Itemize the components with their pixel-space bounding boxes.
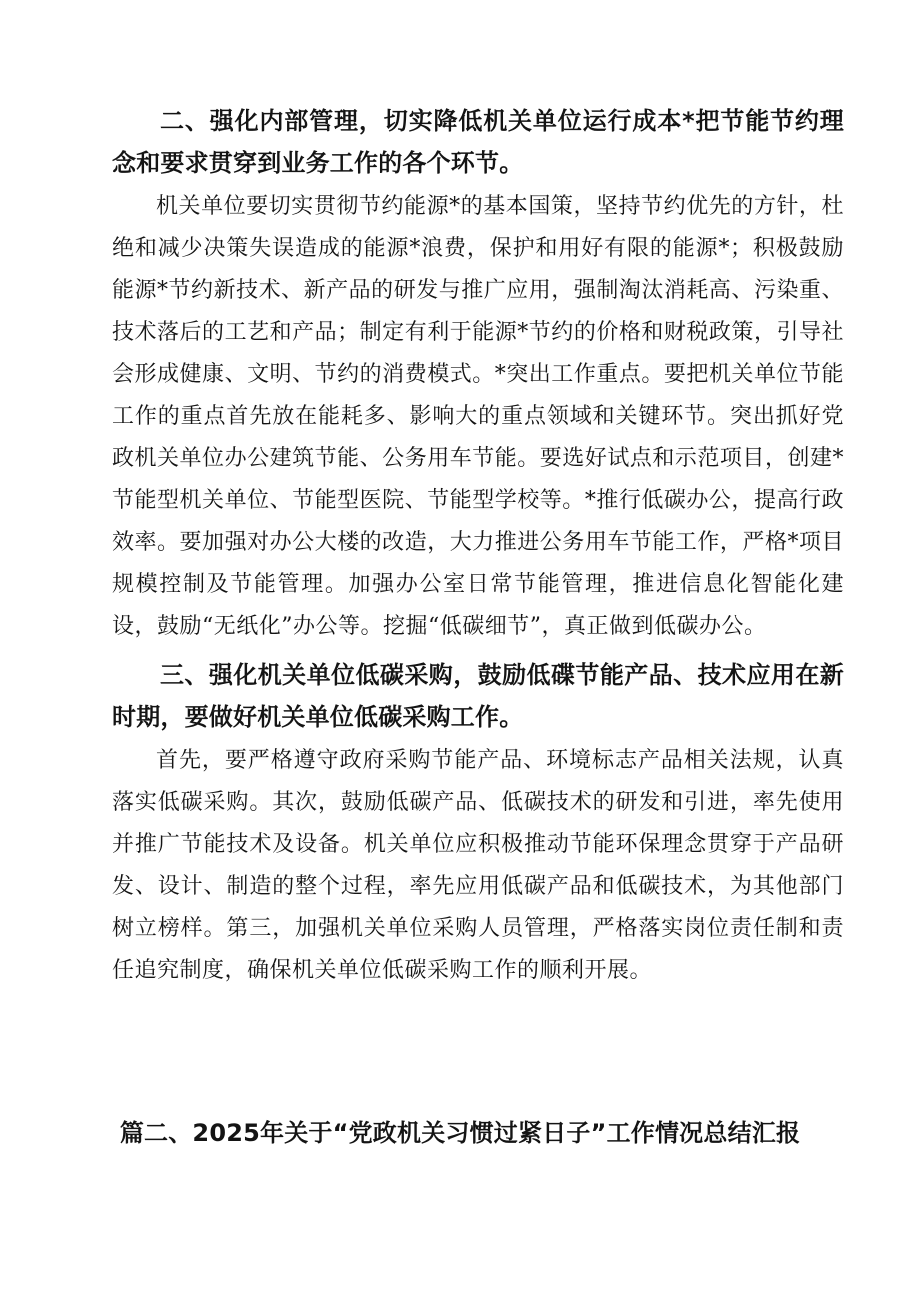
section-heading-3: 三、强化机关单位低碳采购，鼓励低碟节能产品、技术应用在新时期，要做好机关单位低碳采购工作。 [112,661,844,731]
section-paragraph-3: 首先，要严格遵守政府采购节能产品、环境标志产品相关法规，认真落实低碳采购。其次，鼓励低碳产品、低碳技术的研发和引进，率先使用并推广节能技术及设备。机关单位应积极推动节能环保理念贯穿于产品研发、设计、制造的整个过程，率先应用低碳产品和低碳技术，为其他部门树立榜样。第三，加强机关单位采购人员管理，严格落实岗位责任制和责任追究制度，确保机关单位低碳采购工作的顺利开展。 [112,748,844,983]
section-heading-2: 二、强化内部管理，切实降低机关单位运行成本*把节能节约理念和要求贯穿到业务工作的各个环节。 [112,107,844,177]
section-paragraph-2: 机关单位要切实贯彻节约能源*的基本国策，坚持节约优先的方针，杜绝和减少决策失误造成的能源*浪费，保护和用好有限的能源*；积极鼓励能源*节约新技术、新产品的研发与推广应用，强制淘汰消耗高、污染重、技术落后的工艺和产品；制定有利于能源*节约的价格和财税政策，引导社会形成健康、文明、节约的消费模式。*突出工作重点。要把机关单位节能工作的重点首先放在能耗多、影响大的重点领域和关键环节。突出抓好党政机关单位办公建筑节能、公务用车节能。要选好试点和示范项目，创建*节能型机关单位、节能型医院、节能型学校等。*推行低碳办公，提高行政效率。要加强对办公大楼的改造，大力推进公务用车节能工作，严格*项目规模控制及节能管理。加强办公室日常节能管理，推进信息化智能化建设，鼓励“无纸化”办公等。挖掘“低碳细节”，真正做到低碳办公。 [112,194,844,639]
document-body [112,100,844,998]
chapter-title: 篇二、2025年关于“党政机关习惯过紧日子”工作情况总结汇报 [119,1119,801,1147]
